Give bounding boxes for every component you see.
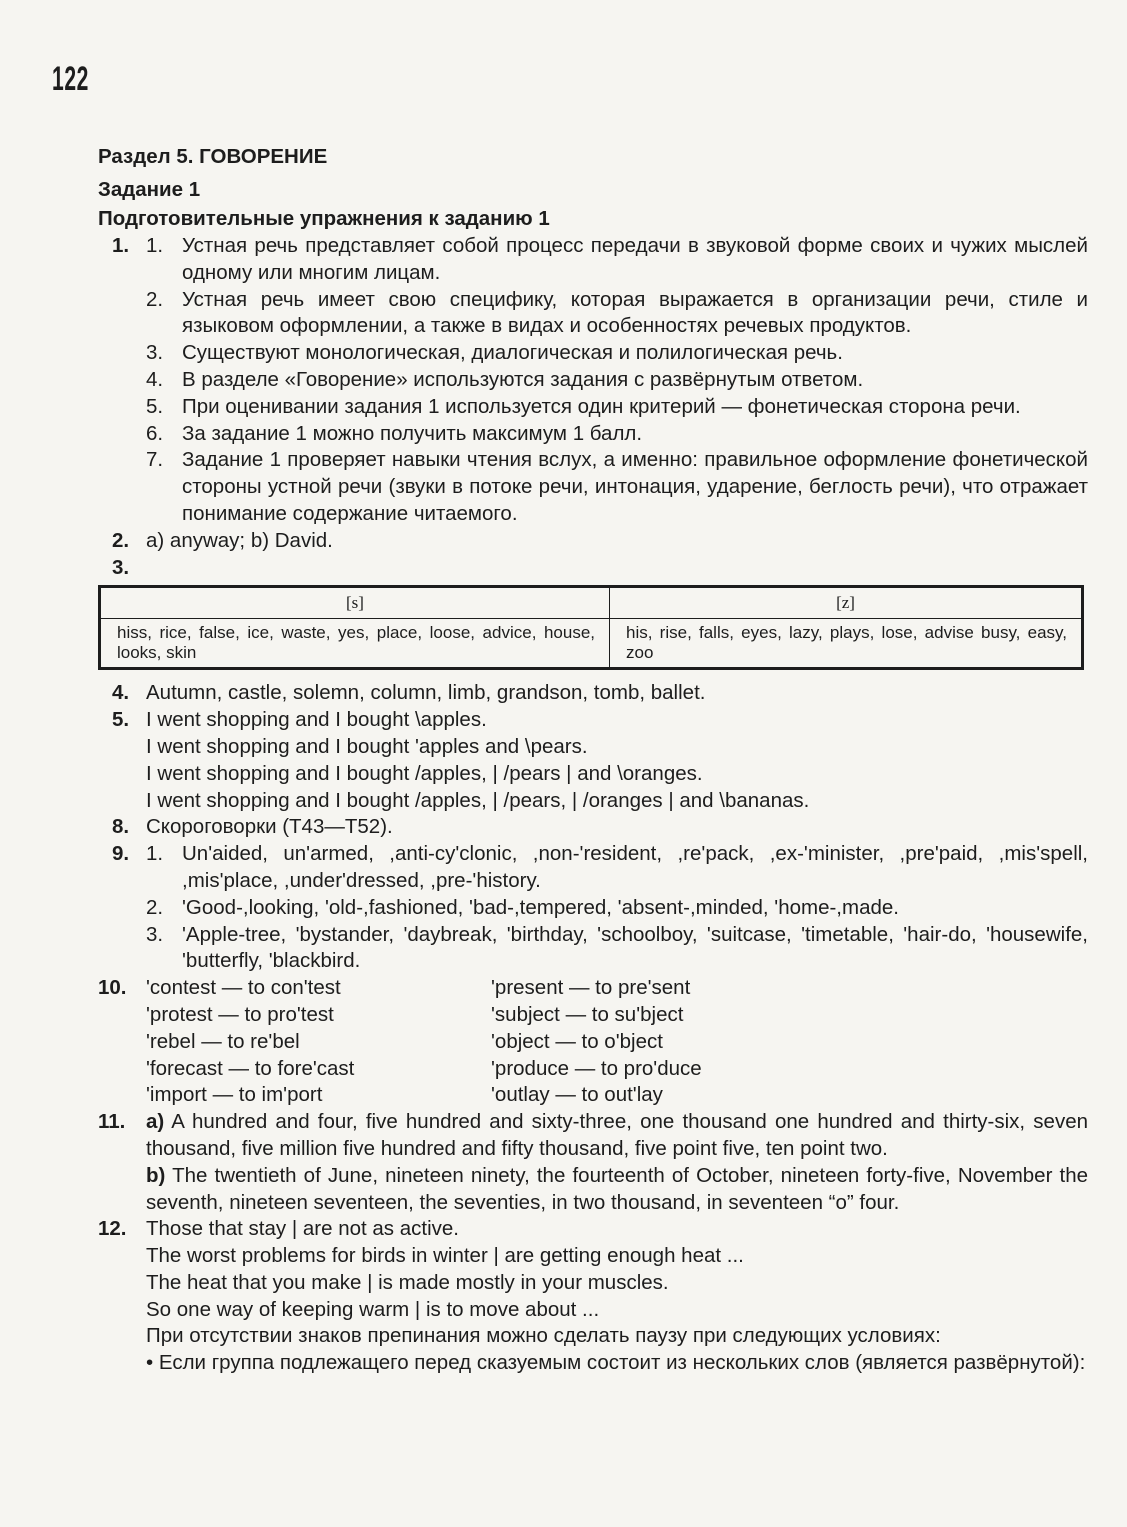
table-header-s: [s] [100, 587, 610, 619]
item-text: 'Good-,looking, 'old-,fashioned, 'bad-,tempered, 'absent-,minded, 'home-,made. [182, 895, 899, 919]
stress-pairs [146, 975, 1088, 1109]
list-item [146, 841, 1088, 895]
table-cell-z: his, rise, falls, eyes, lazy, plays, lose, advise busy, easy, zoo [610, 619, 1083, 669]
stress-pair: 'protest — to pro'test [146, 1002, 334, 1026]
part-label: b) [146, 1163, 166, 1187]
intonation-line: I went shopping and I bought /apples, | /pears, | /oranges | and \bananas. [146, 788, 810, 812]
page-number: 122 [52, 60, 90, 98]
stress-pair: 'import — to im'port [146, 1083, 323, 1107]
item-text: При оценивании задания 1 используется один критерий — фонетическая сторона речи. [182, 394, 1021, 418]
item-number: 7. [146, 448, 164, 472]
item-number: 1. [146, 234, 164, 257]
stress-pair: 'rebel — to re'bel [146, 1029, 300, 1053]
bullet-item [146, 1350, 1088, 1377]
exercise-number: 8. [112, 815, 130, 839]
exercise-text: Autumn, castle, solemn, column, limb, grandson, tomb, ballet. [146, 681, 706, 705]
stress-pair: 'contest — to con'test [146, 976, 341, 1000]
item-text: Устная речь представляет собой процесс передачи в звуковой форме своих и чужих мыслей одному или многим лицам. [182, 234, 1088, 284]
item-number: 3. [146, 922, 164, 946]
stress-pair: 'present — to pre'sent [491, 976, 691, 1000]
part-a [146, 1109, 1088, 1163]
pause-line: Those that stay | are not as active. [146, 1217, 459, 1241]
list-item [146, 340, 1088, 367]
item-number: 3. [146, 341, 164, 365]
stress-pair: 'produce — to pro'duce [491, 1056, 702, 1080]
exercise-number: 11. [98, 1110, 126, 1134]
list-item [146, 394, 1088, 421]
exercise-4 [98, 680, 1088, 707]
exercise-text: Скороговорки (Т43—Т52). [146, 815, 393, 839]
part-text: A hundred and four, five hundred and sixty-three, one thousand one hundred and thirty-six, seven thousand, five million five hundred and fifty thousand, five point five, ten point two. [146, 1110, 1088, 1160]
stress-pair: 'object — to o'bject [491, 1029, 663, 1053]
item-text: 'Apple-tree, 'bystander, 'daybreak, 'birthday, 'schoolboy, 'suitcase, 'timetable, 'hair-do, 'housewife, 'butterfly, 'blackbird. [182, 922, 1088, 973]
prep-title: Подготовительные упражнения к заданию 1 [98, 207, 550, 230]
list-item [146, 447, 1088, 527]
list-item [146, 233, 1088, 287]
part-b [146, 1163, 1088, 1217]
item-text: Существуют монологическая, диалогическая и полилогическая речь. [182, 341, 843, 365]
list-item [146, 367, 1088, 394]
exercise-number: 9. [112, 842, 130, 866]
item-text: Задание 1 проверяет навыки чтения вслух, а именно: правильное оформление фонетической стороны устной речи (звуки в потоке речи, интонация, ударение, беглость речи), что отражает понимание содержание читаемого. [182, 448, 1088, 525]
exercise-8 [98, 814, 1088, 841]
intonation-line: I went shopping and I bought 'apples and \pears. [146, 734, 588, 758]
exercise-11 [98, 1109, 1088, 1216]
item-number: 5. [146, 394, 164, 418]
list-item [146, 895, 1088, 922]
item-text: Устная речь имеет свою специфику, которая выражается в организации речи, стиле и языковом оформлении, а также в видах и особенностях речевых продуктов. [182, 287, 1088, 338]
exercise-number: 2. [112, 528, 130, 552]
list-item [146, 922, 1088, 976]
exercise-12 [98, 1216, 1088, 1377]
exercise-number: 12. [98, 1217, 127, 1241]
stress-pair: 'forecast — to fore'cast [146, 1056, 355, 1080]
part-text: The twentieth of June, nineteen ninety, the fourteenth of October, nineteen forty-five, November the seventh, nineteen seventeen, the seventies, in two thousand, in seventeen “o” four. [146, 1163, 1088, 1214]
exercise-number: 10. [98, 976, 127, 1000]
exercise-number: 4. [112, 681, 130, 705]
exercise-1 [98, 233, 1088, 528]
item-text: За задание 1 можно получить максимум 1 балл. [182, 421, 643, 445]
exercise-9 [98, 841, 1088, 975]
table-header-z: [z] [610, 587, 1083, 619]
bullet-icon: • [146, 1351, 154, 1375]
bullet-text: Если группа подлежащего перед сказуемым состоит из нескольких слов (является развёрнутой): [158, 1351, 1086, 1375]
stress-pair: 'subject — to su'bject [491, 1002, 684, 1026]
part-label: a) [146, 1110, 165, 1134]
exercise-3 [98, 555, 1088, 582]
section-title: Раздел 5. ГОВОРЕНИЕ [98, 145, 328, 168]
list-item [146, 421, 1088, 448]
exercise-5 [98, 707, 1088, 814]
item-number: 4. [146, 367, 164, 391]
note-text: При отсутствии знаков препинания можно сделать паузу при следующих условиях: [146, 1324, 941, 1348]
exercise-number: 3. [112, 555, 130, 579]
exercise-text: a) anyway; b) David. [146, 528, 333, 552]
intonation-line: I went shopping and I bought \apples. [146, 708, 487, 732]
exercise-2 [98, 528, 1088, 555]
item-number: 2. [146, 895, 164, 919]
phonetics-table [98, 585, 1084, 670]
item-number: 2. [146, 287, 164, 311]
exercise-number: 5. [112, 708, 130, 732]
intonation-line: I went shopping and I bought /apples, | /pears | and \oranges. [146, 761, 703, 785]
pause-line: The worst problems for birds in winter | are getting enough heat ... [146, 1244, 744, 1268]
item-text: Un'aided, un'armed, ,anti-cy'clonic, ,non-'resident, ,re'pack, ,ex-'minister, ,pre'paid, ,mis'spell, ,mis'place, ,under'dressed, ,pre-'history. [182, 842, 1088, 892]
exercise-number: 1. [112, 234, 130, 257]
pause-line: So one way of keeping warm | is to move about ... [146, 1297, 600, 1321]
stress-pair: 'outlay — to out'lay [491, 1083, 663, 1107]
list-item [146, 287, 1088, 341]
item-number: 6. [146, 421, 164, 445]
page-content [98, 142, 1088, 1377]
item-number: 1. [146, 842, 164, 866]
table-cell-s: hiss, rice, false, ice, waste, yes, place, loose, advice, house, looks, skin [100, 619, 610, 669]
item-text: В разделе «Говорение» используются задания с развёрнутым ответом. [182, 367, 864, 391]
exercise-10 [98, 975, 1088, 1109]
task-title: Задание 1 [98, 178, 201, 201]
pause-line: The heat that you make | is made mostly in your muscles. [146, 1270, 669, 1294]
